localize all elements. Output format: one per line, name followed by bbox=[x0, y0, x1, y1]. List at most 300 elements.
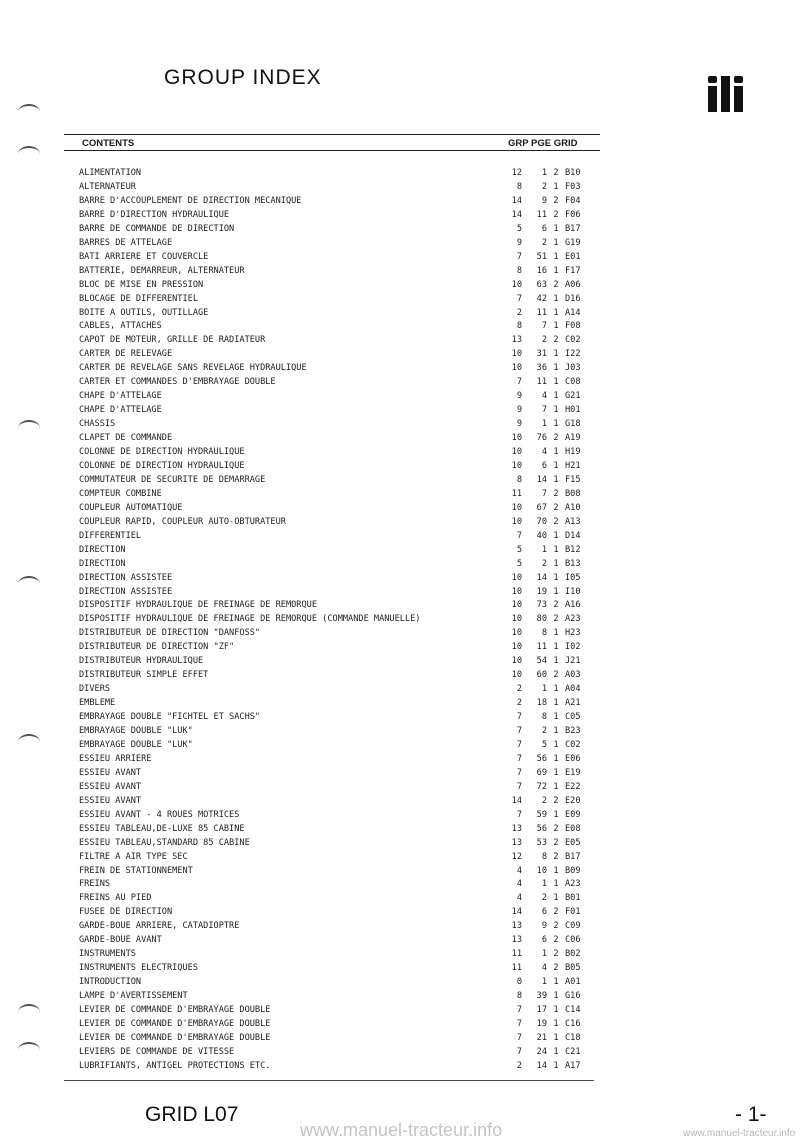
entry-grp: 7 bbox=[516, 251, 522, 262]
punch-hole-mark bbox=[18, 420, 40, 436]
list-item bbox=[0, 445, 800, 459]
list-item bbox=[0, 877, 800, 891]
entry-name: EMBRAYAGE DOUBLE "LUK" bbox=[79, 726, 193, 736]
entry-grid: E05 bbox=[565, 837, 581, 848]
list-item bbox=[0, 738, 800, 752]
header-bottom-rule bbox=[64, 150, 600, 151]
entry-side: 2 bbox=[553, 209, 559, 220]
entry-pge: 63 bbox=[536, 279, 547, 290]
list-item bbox=[0, 1031, 800, 1045]
entry-side: 1 bbox=[553, 237, 559, 248]
list-item bbox=[0, 891, 800, 905]
entry-grp: 12 bbox=[511, 168, 522, 178]
entry-grp: 11 bbox=[511, 488, 522, 499]
entry-pge: 4 bbox=[541, 447, 547, 457]
entry-grp: 7 bbox=[516, 712, 522, 723]
entry-side: 1 bbox=[553, 544, 559, 555]
entry-pge: 2 bbox=[541, 181, 547, 192]
entry-grid: F08 bbox=[565, 321, 581, 332]
entry-grp: 10 bbox=[511, 586, 522, 597]
entry-pge: 2 bbox=[541, 726, 547, 736]
entry-pge: 36 bbox=[536, 363, 547, 374]
entry-pge: 1 bbox=[541, 977, 547, 988]
entry-side: 1 bbox=[553, 293, 559, 304]
entry-name: EMBRAYAGE DOUBLE "LUK" bbox=[79, 739, 193, 750]
entry-side: 1 bbox=[553, 363, 559, 374]
entry-grp: 10 bbox=[511, 600, 522, 611]
entry-grp: 2 bbox=[516, 307, 522, 318]
entry-name: LEVIER DE COMMANDE D'EMBRAYAGE DOUBLE bbox=[79, 1018, 271, 1029]
entry-grid: B05 bbox=[565, 963, 581, 974]
entry-pge: 70 bbox=[536, 516, 547, 527]
entry-name: ALTERNATEUR bbox=[79, 181, 136, 192]
list-item bbox=[0, 166, 800, 180]
entry-grid: C21 bbox=[565, 1046, 581, 1057]
list-item bbox=[0, 292, 800, 306]
entry-name: ESSIEU AVANT bbox=[79, 781, 142, 792]
entry-grp: 13 bbox=[511, 921, 522, 932]
entry-name: BOITE A OUTILS, OUTILLAGE bbox=[79, 307, 209, 318]
entry-pge: 11 bbox=[536, 642, 547, 653]
list-item bbox=[0, 626, 800, 640]
entry-pge: 5 bbox=[541, 739, 547, 750]
entry-pge: 11 bbox=[536, 307, 547, 318]
entry-side: 1 bbox=[553, 181, 559, 192]
entry-grp: 4 bbox=[516, 879, 522, 890]
entry-pge: 1 bbox=[541, 684, 547, 695]
entry-side: 2 bbox=[553, 502, 559, 513]
entry-pge: 73 bbox=[536, 600, 547, 611]
list-item bbox=[0, 598, 800, 612]
entry-grp: 4 bbox=[516, 865, 522, 876]
entry-grid: E06 bbox=[565, 753, 581, 764]
entry-grp: 7 bbox=[516, 767, 522, 778]
list-item bbox=[0, 319, 800, 333]
entry-pge: 7 bbox=[541, 488, 547, 499]
entry-grid: J21 bbox=[565, 656, 581, 667]
entry-side: 1 bbox=[553, 460, 559, 471]
entry-name: CARTER DE RELEVAGE bbox=[79, 349, 173, 360]
entry-grp: 7 bbox=[516, 809, 522, 820]
entry-name: DISTRIBUTEUR SIMPLE EFFET bbox=[79, 670, 209, 681]
entry-grid: E20 bbox=[565, 795, 581, 806]
entry-grp: 9 bbox=[516, 391, 522, 402]
entry-name: CHAPE D'ATTELAGE bbox=[79, 391, 162, 402]
list-item bbox=[0, 794, 800, 808]
entry-side: 1 bbox=[553, 586, 559, 597]
entry-side: 1 bbox=[553, 684, 559, 695]
entry-grid: I02 bbox=[565, 642, 581, 653]
entry-grid: F17 bbox=[565, 265, 581, 276]
entry-grid: E01 bbox=[565, 251, 581, 262]
entry-grp: 7 bbox=[516, 530, 522, 541]
entry-pge: 14 bbox=[536, 572, 547, 583]
entry-grp: 11 bbox=[511, 963, 522, 974]
entry-name: ESSIEU AVANT bbox=[79, 795, 142, 806]
entry-pge: 60 bbox=[536, 670, 547, 681]
entry-pge: 8 bbox=[541, 628, 547, 639]
entry-grid: A17 bbox=[565, 1060, 581, 1071]
punch-hole-mark bbox=[18, 146, 40, 162]
entry-pge: 21 bbox=[536, 1032, 547, 1043]
entry-grid: B09 bbox=[565, 865, 581, 876]
entry-grid: C18 bbox=[565, 1032, 581, 1043]
entry-name: CAPOT DE MOTEUR, GRILLE DE RADIATEUR bbox=[79, 335, 266, 346]
entry-name: LEVIERS DE COMMANDE DE VITESSE bbox=[79, 1046, 235, 1057]
entry-grp: 10 bbox=[511, 670, 522, 681]
entry-name: INTRODUCTION bbox=[79, 977, 142, 988]
entry-grid: B23 bbox=[565, 726, 581, 736]
entry-pge: 40 bbox=[536, 530, 547, 541]
entry-grid: H23 bbox=[565, 628, 581, 639]
entry-grid: I05 bbox=[565, 572, 581, 583]
entry-grp: 14 bbox=[511, 209, 522, 220]
entry-name: BATI ARRIERE ET COUVERCLE bbox=[79, 251, 209, 262]
entry-side: 1 bbox=[553, 865, 559, 876]
entry-side: 2 bbox=[553, 195, 559, 206]
entry-name: DIRECTION bbox=[79, 558, 126, 569]
entry-name: DIRECTION ASSISTEE bbox=[79, 586, 173, 597]
entry-side: 1 bbox=[553, 558, 559, 569]
list-item bbox=[0, 180, 800, 194]
list-item bbox=[0, 724, 800, 738]
list-item bbox=[0, 571, 800, 585]
list-item bbox=[0, 431, 800, 445]
entry-pge: 1 bbox=[541, 168, 547, 178]
list-item bbox=[0, 473, 800, 487]
list-item bbox=[0, 836, 800, 850]
entry-side: 1 bbox=[553, 879, 559, 890]
entry-pge: 9 bbox=[541, 195, 547, 206]
entry-pge: 1 bbox=[541, 419, 547, 430]
list-item bbox=[0, 278, 800, 292]
entry-pge: 56 bbox=[536, 753, 547, 764]
entry-name: COLONNE DE DIRECTION HYDRAULIQUE bbox=[79, 460, 245, 471]
entry-grp: 8 bbox=[516, 265, 522, 276]
entry-side: 1 bbox=[553, 530, 559, 541]
list-item bbox=[0, 808, 800, 822]
entry-side: 2 bbox=[553, 614, 559, 625]
entry-grp: 11 bbox=[511, 949, 522, 960]
entry-name: CARTER DE REVELAGE SANS REVELAGE HYDRAULIQUE bbox=[79, 363, 307, 374]
entry-grid: C14 bbox=[565, 1005, 581, 1015]
list-item bbox=[0, 389, 800, 403]
entry-grp: 10 bbox=[511, 656, 522, 667]
list-item bbox=[0, 752, 800, 766]
watermark-url-small: www.manuel-tracteur.info bbox=[683, 1128, 796, 1139]
entry-pge: 11 bbox=[536, 377, 547, 388]
list-item bbox=[0, 905, 800, 919]
entry-pge: 1 bbox=[541, 879, 547, 890]
entry-name: FREIN DE STATIONNEMENT bbox=[79, 865, 193, 876]
entry-side: 1 bbox=[553, 781, 559, 792]
entry-name: BARRE D'ACCOUPLEMENT DE DIRECTION MECANIQUE bbox=[79, 195, 302, 206]
entry-grp: 10 bbox=[511, 628, 522, 639]
entry-grid: E09 bbox=[565, 809, 581, 820]
entry-side: 1 bbox=[553, 321, 559, 332]
entry-pge: 14 bbox=[536, 1060, 547, 1071]
entry-name: BLOC DE MISE EN PRESSION bbox=[79, 279, 204, 290]
entry-name: FREINS AU PIED bbox=[79, 893, 152, 904]
entry-pge: 8 bbox=[541, 712, 547, 723]
entry-grid: G19 bbox=[565, 237, 581, 248]
watermark-url: www.manuel-tracteur.info bbox=[300, 1120, 503, 1140]
entry-side: 1 bbox=[553, 726, 559, 736]
entry-name: LEVIER DE COMMANDE D'EMBRAYAGE DOUBLE bbox=[79, 1005, 271, 1015]
entry-grid: C02 bbox=[565, 739, 581, 750]
entry-side: 1 bbox=[553, 377, 559, 388]
entry-grp: 7 bbox=[516, 781, 522, 792]
entry-side: 1 bbox=[553, 447, 559, 457]
entry-side: 1 bbox=[553, 628, 559, 639]
entry-grp: 10 bbox=[511, 279, 522, 290]
entry-side: 2 bbox=[553, 335, 559, 346]
entry-grid: I22 bbox=[565, 349, 581, 360]
entry-side: 1 bbox=[553, 1005, 559, 1015]
list-item bbox=[0, 989, 800, 1003]
entry-pge: 24 bbox=[536, 1046, 547, 1057]
entry-grid: G21 bbox=[565, 391, 581, 402]
entry-grp: 10 bbox=[511, 516, 522, 527]
entry-name: LUBRIFIANTS, ANTIGEL PROTECTIONS ETC. bbox=[79, 1060, 271, 1071]
entry-side: 1 bbox=[553, 1060, 559, 1071]
entry-side: 1 bbox=[553, 405, 559, 416]
entry-name: EMBRAYAGE DOUBLE "FICHTEL ET SACHS" bbox=[79, 712, 261, 723]
entry-grp: 13 bbox=[511, 823, 522, 834]
entry-side: 2 bbox=[553, 279, 559, 290]
entry-grp: 7 bbox=[516, 377, 522, 388]
entry-side: 1 bbox=[553, 991, 559, 1002]
list-item bbox=[0, 654, 800, 668]
punch-hole-mark bbox=[18, 734, 40, 750]
list-item bbox=[0, 333, 800, 347]
list-item bbox=[0, 1059, 800, 1073]
list-item bbox=[0, 850, 800, 864]
entry-side: 1 bbox=[553, 223, 559, 234]
entry-grp: 7 bbox=[516, 293, 522, 304]
entry-pge: 2 bbox=[541, 795, 547, 806]
entry-grp: 8 bbox=[516, 321, 522, 332]
punch-hole-mark bbox=[18, 576, 40, 592]
entry-side: 2 bbox=[553, 921, 559, 932]
list-item bbox=[0, 1003, 800, 1017]
entry-grid: H19 bbox=[565, 447, 581, 457]
entry-name: CHASSIS bbox=[79, 419, 116, 430]
list-item bbox=[0, 417, 800, 431]
entry-side: 1 bbox=[553, 642, 559, 653]
entry-pge: 17 bbox=[536, 1005, 547, 1015]
entry-name: ESSIEU ARRIERE bbox=[79, 753, 152, 764]
entry-pge: 7 bbox=[541, 405, 547, 416]
entry-name: DIRECTION ASSISTEE bbox=[79, 572, 173, 583]
entry-pge: 56 bbox=[536, 823, 547, 834]
entry-side: 2 bbox=[553, 851, 559, 862]
entry-side: 2 bbox=[553, 795, 559, 806]
entry-grp: 8 bbox=[516, 181, 522, 192]
entry-pge: 9 bbox=[541, 921, 547, 932]
list-item bbox=[0, 947, 800, 961]
entry-name: COMPTEUR COMBINE bbox=[79, 488, 162, 499]
entry-grid: E19 bbox=[565, 767, 581, 778]
entry-name: CARTER ET COMMANDES D'EMBRAYAGE DOUBLE bbox=[79, 377, 276, 388]
grp-pge-grid-column-header: GRP PGE GRID bbox=[508, 138, 578, 149]
entry-grp: 8 bbox=[516, 991, 522, 1002]
entry-grp: 5 bbox=[516, 544, 522, 555]
list-item bbox=[0, 375, 800, 389]
entry-name: LEVIER DE COMMANDE D'EMBRAYAGE DOUBLE bbox=[79, 1032, 271, 1043]
punch-hole-mark bbox=[18, 1042, 40, 1058]
entry-side: 1 bbox=[553, 307, 559, 318]
entry-name: ALIMENTATION bbox=[79, 168, 142, 178]
entry-grp: 7 bbox=[516, 1046, 522, 1057]
list-item bbox=[0, 780, 800, 794]
list-item bbox=[0, 403, 800, 417]
brand-logo bbox=[708, 76, 744, 112]
entry-name: LAMPE D'AVERTISSEMENT bbox=[79, 991, 188, 1002]
entry-grp: 10 bbox=[511, 433, 522, 444]
punch-hole-mark bbox=[18, 1004, 40, 1020]
entry-grid: I10 bbox=[565, 586, 581, 597]
entry-side: 1 bbox=[553, 474, 559, 485]
entry-pge: 2 bbox=[541, 558, 547, 569]
entry-grid: B02 bbox=[565, 949, 581, 960]
entry-grid: F06 bbox=[565, 209, 581, 220]
list-item bbox=[0, 264, 800, 278]
entry-name: CABLES, ATTACHES bbox=[79, 321, 162, 332]
entry-grp: 5 bbox=[516, 223, 522, 234]
entry-pge: 6 bbox=[541, 223, 547, 234]
entry-side: 2 bbox=[553, 433, 559, 444]
entry-name: DISTRIBUTEUR DE DIRECTION "DANFOSS" bbox=[79, 628, 261, 639]
entry-side: 1 bbox=[553, 739, 559, 750]
entry-name: FUSEE DE DIRECTION bbox=[79, 907, 173, 918]
entry-grp: 9 bbox=[516, 237, 522, 248]
entry-grp: 10 bbox=[511, 572, 522, 583]
entry-pge: 76 bbox=[536, 433, 547, 444]
list-item bbox=[0, 1017, 800, 1031]
entry-grid: D14 bbox=[565, 530, 581, 541]
entry-grp: 7 bbox=[516, 1018, 522, 1029]
entry-side: 1 bbox=[553, 1046, 559, 1057]
list-item bbox=[0, 1045, 800, 1059]
entry-grid: A21 bbox=[565, 698, 581, 709]
contents-column-header: CONTENTS bbox=[82, 138, 135, 149]
entry-pge: 6 bbox=[541, 460, 547, 471]
entry-grid: F04 bbox=[565, 195, 581, 206]
entry-name: INSTRUMENTS ELECTRIQUES bbox=[79, 963, 198, 974]
entry-side: 2 bbox=[553, 837, 559, 848]
entry-pge: 19 bbox=[536, 586, 547, 597]
entry-pge: 54 bbox=[536, 656, 547, 667]
entry-grp: 10 bbox=[511, 502, 522, 513]
entry-grid: C16 bbox=[565, 1018, 581, 1029]
entry-grid: A03 bbox=[565, 670, 581, 681]
entry-pge: 67 bbox=[536, 502, 547, 513]
entry-name: BATTERIE, DEMARREUR, ALTERNATEUR bbox=[79, 265, 245, 276]
punch-hole-mark bbox=[18, 104, 40, 120]
entry-side: 2 bbox=[553, 963, 559, 974]
list-item bbox=[0, 975, 800, 989]
entry-name: CHAPE D'ATTELAGE bbox=[79, 405, 162, 416]
entry-grid: A04 bbox=[565, 684, 581, 695]
entry-side: 2 bbox=[553, 907, 559, 918]
entry-pge: 19 bbox=[536, 1018, 547, 1029]
entry-grp: 14 bbox=[511, 907, 522, 918]
grid-reference: GRID L07 bbox=[145, 1103, 239, 1126]
entry-side: 1 bbox=[553, 572, 559, 583]
entry-grid: B12 bbox=[565, 544, 581, 555]
entry-name: COMMUTATEUR DE SECURITE DE DEMARRAGE bbox=[79, 474, 266, 485]
entry-name: BLOCAGE DE DIFFERENTIEL bbox=[79, 293, 198, 304]
entry-grid: E22 bbox=[565, 781, 581, 792]
entry-pge: 11 bbox=[536, 209, 547, 220]
entry-side: 2 bbox=[553, 823, 559, 834]
entry-name: COUPLEUR RAPID, COUPLEUR AUTO-OBTURATEUR bbox=[79, 516, 286, 527]
entry-side: 1 bbox=[553, 656, 559, 667]
entry-name: COLONNE DE DIRECTION HYDRAULIQUE bbox=[79, 447, 245, 457]
list-item bbox=[0, 347, 800, 361]
entry-name: FREINS bbox=[79, 879, 111, 890]
entry-pge: 7 bbox=[541, 321, 547, 332]
entry-grid: A13 bbox=[565, 516, 581, 527]
list-item bbox=[0, 236, 800, 250]
header-top-rule bbox=[64, 134, 600, 135]
list-item bbox=[0, 361, 800, 375]
entry-name: DISPOSITIF HYDRAULIQUE DE FREINAGE DE REMORQUE (COMMANDE MANUELLE) bbox=[79, 614, 421, 625]
entry-name: ESSIEU AVANT - 4 ROUES MOTRICES bbox=[79, 809, 240, 820]
entry-grid: B08 bbox=[565, 488, 581, 499]
list-item bbox=[0, 222, 800, 236]
entry-name: ESSIEU TABLEAU,STANDARD 85 CABINE bbox=[79, 837, 250, 848]
entry-grid: B13 bbox=[565, 558, 581, 569]
entry-grid: A23 bbox=[565, 879, 581, 890]
list-item bbox=[0, 640, 800, 654]
list-item bbox=[0, 612, 800, 626]
list-item bbox=[0, 208, 800, 222]
entry-grid: C02 bbox=[565, 335, 581, 346]
entry-grp: 10 bbox=[511, 642, 522, 653]
entry-name: BARRE D'DIRECTION HYDRAULIQUE bbox=[79, 209, 230, 220]
list-item bbox=[0, 766, 800, 780]
entry-grid: H21 bbox=[565, 460, 581, 471]
entry-grid: B10 bbox=[565, 168, 581, 178]
entry-pge: 2 bbox=[541, 335, 547, 346]
entry-name: DIFFERENTIEL bbox=[79, 530, 142, 541]
entry-grid: A16 bbox=[565, 600, 581, 611]
entry-grid: F01 bbox=[565, 907, 581, 918]
entry-grid: J03 bbox=[565, 363, 581, 374]
entry-grp: 10 bbox=[511, 447, 522, 457]
list-item bbox=[0, 682, 800, 696]
entry-grp: 12 bbox=[511, 851, 522, 862]
entry-name: ESSIEU TABLEAU,DE-LUXE 85 CABINE bbox=[79, 823, 245, 834]
entry-side: 1 bbox=[553, 767, 559, 778]
entry-grp: 0 bbox=[516, 977, 522, 988]
list-item bbox=[0, 306, 800, 320]
entry-pge: 2 bbox=[541, 237, 547, 248]
entry-name: INSTRUMENTS bbox=[79, 949, 136, 960]
page-title: GROUP INDEX bbox=[164, 66, 322, 89]
entry-grp: 2 bbox=[516, 684, 522, 695]
entry-grid: B17 bbox=[565, 851, 581, 862]
entry-name: FILTRE A AIR TYPE SEC bbox=[79, 851, 188, 862]
entry-name: ESSIEU AVANT bbox=[79, 767, 142, 778]
list-item bbox=[0, 194, 800, 208]
entry-pge: 8 bbox=[541, 851, 547, 862]
entry-side: 1 bbox=[553, 419, 559, 430]
entry-grid: A23 bbox=[565, 614, 581, 625]
entry-grid: G16 bbox=[565, 991, 581, 1002]
